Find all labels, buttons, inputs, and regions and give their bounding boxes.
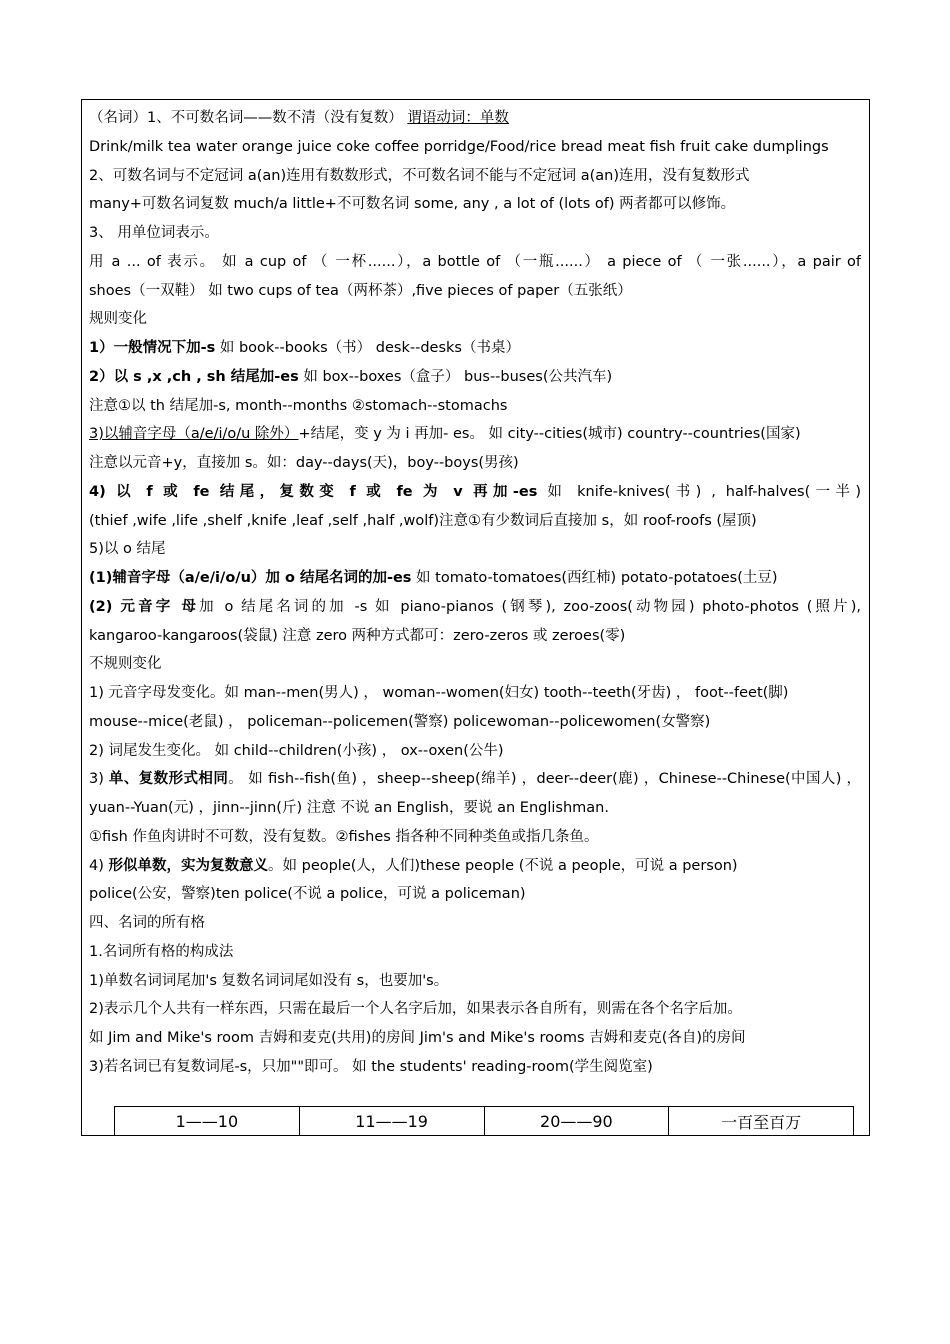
bold-text: 形似单数，实为复数意义 — [108, 857, 268, 874]
line-text: 4) — [89, 857, 109, 874]
underlined-text: 谓语动词：单数 — [407, 110, 509, 126]
text-line — [89, 597, 861, 617]
text-line — [89, 827, 861, 847]
text-line — [89, 367, 861, 387]
line-text: (thief ,wife ,life ,shelf ,knife ,leaf ,self ,half ,wolf)注意①有少数词后直接加 s，如 roof-roofs (屋顶) — [89, 512, 757, 529]
bold-text: (1)辅音字母（a/e/i/o/u）加 o 结尾名词的加-es — [89, 570, 412, 586]
line-text: 2、可数名词与不定冠词 a(an)连用有数数形式，不可数名词不能与不定冠词 a(an)连用，没有复数形式 — [89, 167, 750, 184]
text-line — [89, 539, 861, 559]
line-text: 用 a ... of 表示。 如 a cup of （ 一杯......），a bottle of （一瓶......） a piece of （ 一张......），a pair of — [89, 253, 861, 270]
line-text: 四、名词的所有格 — [89, 915, 205, 931]
text-line — [89, 424, 861, 444]
line-text: 3)若名词已有复数词尾-s，只加""即可。 如 the students' reading-room(学生阅览室) — [89, 1058, 653, 1075]
bold-text: 1）一般情况下加-s — [89, 340, 216, 356]
line-text: 3) — [89, 771, 109, 788]
text-line — [89, 108, 861, 128]
text-line — [89, 884, 861, 904]
text-line — [89, 999, 861, 1019]
text-line — [89, 511, 861, 531]
line-text: （名词）1、不可数名词——数不清（没有复数） — [89, 110, 408, 126]
line-text: 1) 元音字母发变化。如 man--men(男人) ， woman--women(妇女) tooth--teeth(牙齿) ， foot--feet(脚) — [89, 685, 789, 701]
line-text: 如 box--boxes（盒子） bus--buses(公共汽车) — [298, 368, 613, 385]
line-text: 。 如 fish--fish(鱼) ，sheep--sheep(绵羊) ，deer--deer(鹿) ，Chinese--Chinese(中国人) ， — [228, 771, 861, 788]
line-text: yuan--Yuan(元) ，jinn--jinn(斤) 注意 不说 an English，要说 an Englishman. — [89, 800, 609, 816]
line-text: shoes（一双鞋） 如 two cups of tea（两杯茶）,five pieces of paper（五张纸） — [89, 282, 632, 299]
text-line — [89, 166, 861, 186]
text-line — [89, 856, 861, 876]
line-text: 3、 用单位词表示。 — [89, 225, 219, 241]
line-text: police(公安，警察)ten police(不说 a police，可说 a policeman) — [89, 886, 526, 903]
text-line — [89, 942, 861, 962]
text-line — [89, 769, 861, 789]
line-text: 如 tomato-tomatoes(西红柿) potato-potatoes(土豆) — [411, 570, 778, 586]
line-text: 不规则变化 — [89, 656, 162, 673]
text-line — [89, 194, 861, 214]
text-line — [89, 482, 861, 502]
table-cell-11-19: 11——19 — [299, 1107, 484, 1136]
text-line — [89, 309, 861, 329]
text-line — [89, 568, 861, 588]
table-cell-20-90: 20——90 — [484, 1107, 669, 1136]
line-text: 规则变化 — [89, 311, 147, 328]
text-line — [89, 654, 861, 674]
bold-text: 2）以 s ,x ,ch , sh 结尾加-es — [89, 368, 299, 385]
line-text: Drink/milk tea water orange juice coke coffee porridge/Food/rice bread meat fish fruit cake dumplings — [89, 138, 829, 155]
line-text: mouse--mice(老鼠) ， policeman--policemen(警察) policewoman--policewomen(女警察) — [89, 713, 711, 730]
text-line — [89, 626, 861, 646]
text-line — [89, 1028, 861, 1048]
text-line — [89, 252, 861, 272]
line-text: 如 Jim and Mike's room 吉姆和麦克(共用)的房间 Jim's and Mike's rooms 吉姆和麦克(各自)的房间 — [89, 1030, 746, 1046]
line-text: kangaroo-kangaroos(袋鼠) 注意 zero 两种方式都可：zero-zeros 或 zeroes(零) — [89, 627, 626, 644]
bold-text: (2) 元音字 母 — [89, 598, 200, 615]
line-text: 2)表示几个人共有一样东西，只需在最后一个人名字后加，如果表示各自所有，则需在各个名字后加。 — [89, 1001, 742, 1018]
text-line — [89, 453, 861, 473]
table-cell-1-10: 1——10 — [115, 1107, 300, 1136]
line-text: many+可数名词复数 much/a little+不可数名词 some, any , a lot of (lots of) 两者都可以修饰。 — [89, 196, 736, 213]
table-cell-hundred-million: 一百至百万 — [669, 1107, 854, 1136]
text-line — [89, 741, 861, 761]
number-range-table — [114, 1106, 854, 1136]
line-text: 1)单数名词词尾加's 复数名词词尾如没有 s，也要加's。 — [89, 972, 449, 989]
line-text: 。如 people(人，人们)these people (不说 a people，可说 a person) — [268, 857, 738, 874]
line-text: 1.名词所有格的构成法 — [89, 943, 234, 960]
line-text: 注意①以 th 结尾加-s, month--months ②stomach--stomachs — [89, 397, 508, 414]
line-text: 2) 词尾发生变化。 如 child--children(小孩) ， ox--oxen(公牛) — [89, 742, 504, 759]
line-text: 如 knife-knives(书) , half-halves(一半) — [537, 483, 861, 500]
line-text: 注意以元音+y，直接加 s。如：day--days(天)，boy--boys(男孩) — [89, 455, 519, 471]
line-text: +结尾，变 y 为 i 再加- es。 如 city--cities(城市) country--countries(国家) — [298, 426, 801, 443]
text-line — [89, 137, 861, 157]
text-line — [89, 913, 861, 933]
bold-text: 4) 以 f 或 fe 结尾，复数变 f 或 fe 为 v 再加-es — [89, 483, 538, 500]
table-row — [115, 1107, 854, 1136]
line-text: 如 book--books（书） desk--desks（书桌） — [215, 340, 520, 356]
text-line — [89, 971, 861, 991]
text-line — [89, 223, 861, 243]
text-line — [89, 338, 861, 358]
bold-text: 单、复数形式相同 — [108, 771, 229, 788]
text-line — [89, 683, 861, 703]
text-line — [89, 712, 861, 732]
text-line — [89, 1057, 861, 1077]
line-text: 加 o 结尾名词的加 -s 如 piano-pianos (钢琴), zoo-zoos(动物园) photo-photos (照片), — [199, 598, 861, 615]
line-text: ①fish 作鱼肉讲时不可数，没有复数。②fishes 指各种不同种类鱼或指几条鱼。 — [89, 828, 599, 845]
text-line — [89, 798, 861, 818]
line-text: 5)以 o 结尾 — [89, 541, 166, 558]
text-line — [89, 281, 861, 301]
underlined-text: 3)以辅音字母（a/e/i/o/u 除外） — [89, 426, 299, 443]
text-line — [89, 396, 861, 416]
